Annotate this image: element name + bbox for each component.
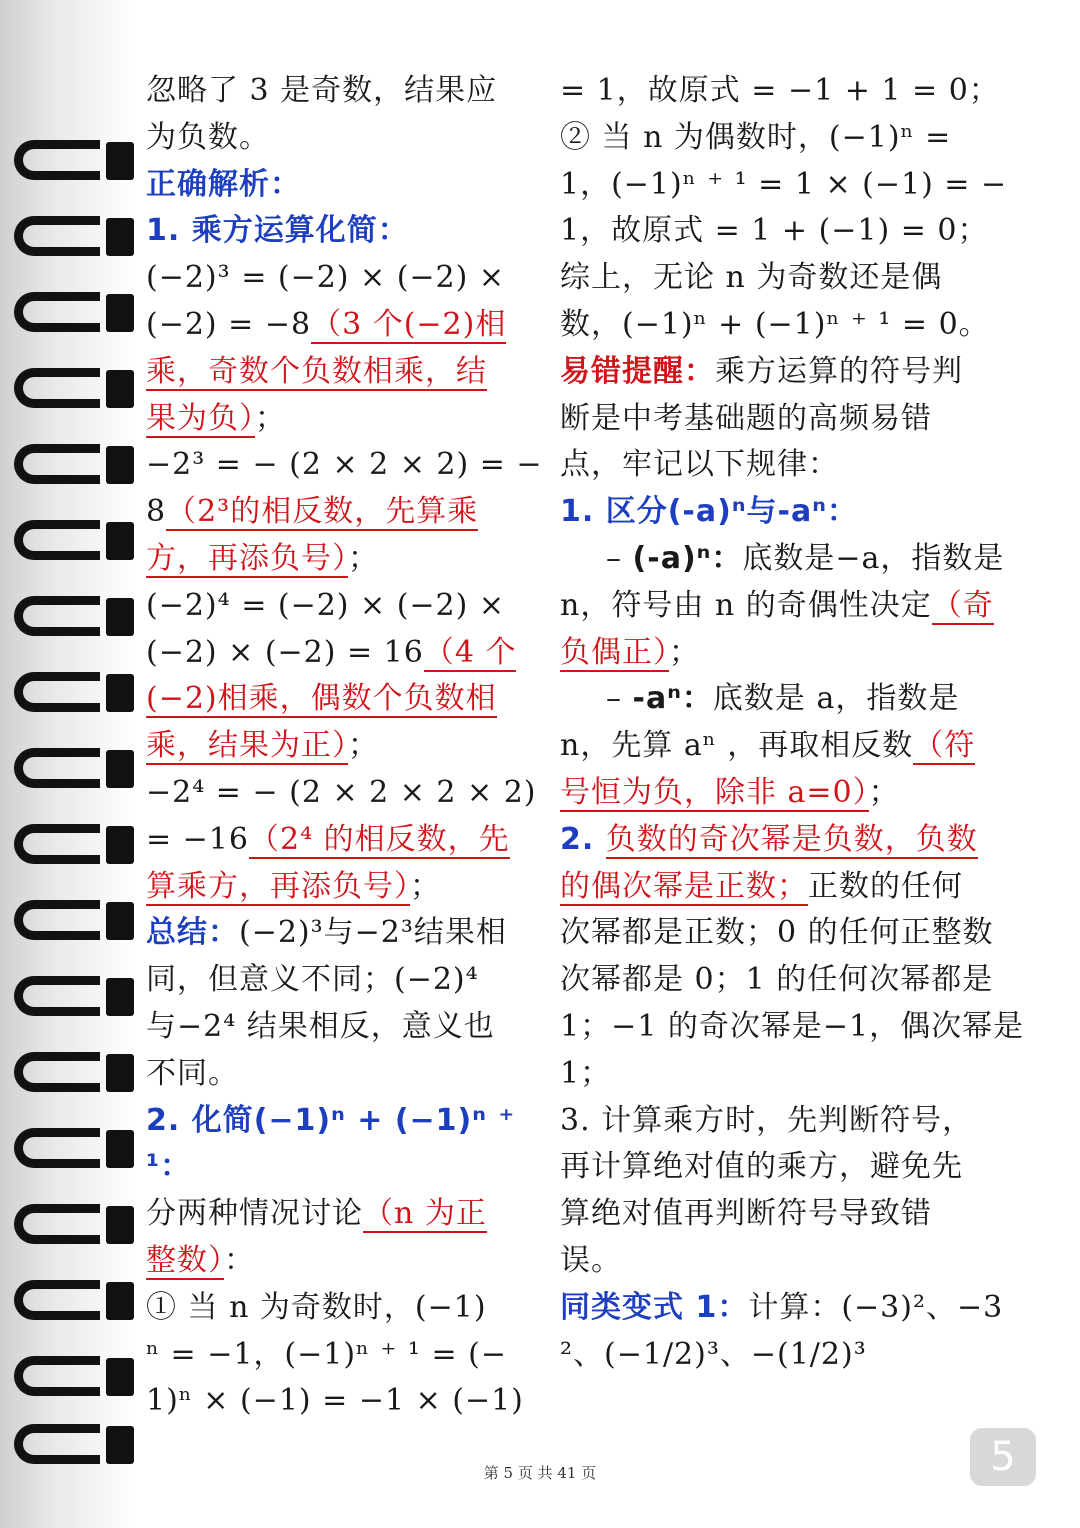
section-heading: 1. 乘方运算化简： [146, 213, 409, 249]
text-line: 号恒为负，除非 a=0）； [560, 774, 900, 810]
text-line: 再计算绝对值的乘方，避免先 [560, 1149, 963, 1185]
warning-label: 易错提醒： [560, 353, 715, 389]
binding-ring [14, 1124, 130, 1174]
binding-ring [14, 972, 130, 1022]
red-note: (−2)相乘，偶数个负数相 [146, 681, 497, 717]
rule-term: -aⁿ： [632, 681, 713, 717]
red-note: 算乘方，再添负号） [146, 868, 410, 904]
binding-ring [14, 136, 130, 186]
binding-ring [14, 288, 130, 338]
text-line: n，符号由 n 的奇偶性决定（奇 [560, 587, 994, 623]
text-line: 算乘方，再添负号）； [146, 868, 441, 904]
red-note: （2³的相反数，先算乘 [166, 494, 479, 530]
text-line: (−2) = −8（3 个(−2)相 [146, 306, 507, 342]
rule-line: – (-a)ⁿ：底数是−a，指数是 [606, 540, 1005, 576]
red-note: 的偶次幂是正数； [560, 868, 808, 904]
text-line: 忽略了 3 是奇数，结果应 [146, 73, 498, 108]
binding-ring [14, 1048, 130, 1098]
text-line: ⁿ = −1，(−1)ⁿ ⁺ ¹ = (− [146, 1336, 508, 1372]
red-note: （4 个 [423, 634, 517, 670]
binding-ring [14, 1352, 130, 1402]
left-column [146, 68, 543, 1425]
variant-label: 同类变式 1： [560, 1289, 749, 1325]
text-line [560, 817, 1015, 864]
text-line: 果为负）； [146, 400, 286, 436]
text-line: ① 当 n 为奇数时，(−1) [146, 1289, 487, 1325]
binding-ring [14, 592, 130, 642]
red-note: （奇 [931, 587, 994, 623]
text-line: (−2) × (−2) = 16（4 个 [146, 634, 517, 670]
red-note: 负数的奇次幂是负数，负数 [605, 821, 978, 857]
text-line: 分两种情况讨论（n 为正 [146, 1196, 487, 1232]
red-note: （n 为正 [363, 1196, 487, 1232]
red-note: 乘，奇数个负数相乘，结 [146, 353, 487, 389]
red-note: （3 个(−2)相 [311, 306, 507, 342]
text-line: 1； [560, 1055, 612, 1091]
text-line: 8（2³的相反数，先算乘 [146, 494, 479, 530]
warning-line: 易错提醒：乘方运算的符号判 [560, 353, 963, 389]
text-line: 不同。 [146, 1055, 239, 1091]
text-line: 同，但意义不同；(−2)⁴ [146, 962, 479, 998]
binding-ring [14, 1200, 130, 1250]
text-line: 次幂都是 0；1 的任何次幂都是 [560, 962, 994, 998]
binding-ring [14, 896, 130, 946]
section-heading: ¹： [146, 1149, 192, 1185]
red-note: 果为负） [146, 400, 255, 436]
section-heading: 1. 区分(-a)ⁿ与-aⁿ： [560, 494, 858, 530]
text-line: 断是中考基础题的高频易错 [560, 400, 932, 436]
text-line: 乘，结果为正）； [146, 728, 379, 764]
binding-ring [14, 668, 130, 718]
red-note: （符 [913, 728, 976, 764]
red-note: 号恒为负，除非 a=0） [560, 774, 869, 810]
binding-ring [14, 440, 130, 490]
text-line: 整数）： [146, 1242, 255, 1278]
text-line: 1)ⁿ × (−1) = −1 × (−1) [146, 1383, 524, 1419]
text-line: (−2)⁴ = (−2) × (−2) × [146, 587, 506, 623]
text-line: 综上，无论 n 为奇数还是偶 [560, 260, 943, 296]
text-line: 点，牢记以下规律： [560, 447, 839, 483]
binding-ring [14, 364, 130, 414]
text-line: −2³ = − (2 × 2 × 2) = − [146, 447, 543, 483]
binding-ring [14, 744, 130, 794]
text-line: = −16（2⁴ 的相反数，先 [146, 821, 510, 857]
text-line: ²、(−1/2)³、−(1/2)³ [560, 1336, 867, 1372]
spiral-binding [0, 0, 135, 1528]
text-line: 误。 [560, 1242, 622, 1278]
text-line: 1；−1 的奇次幂是−1，偶次幂是 [560, 1008, 1025, 1044]
text-line: 3. 计算乘方时，先判断符号， [560, 1102, 974, 1138]
variant-line: 同类变式 1：计算：(−3)²、−3 [560, 1289, 1004, 1325]
section-heading: 正确解析： [146, 166, 301, 202]
page-number-badge: 5 [970, 1428, 1036, 1486]
rule-term: (-a)ⁿ： [632, 540, 743, 576]
red-note: 负偶正） [560, 634, 669, 670]
text-line: 1，故原式 = 1 + (−1) = 0； [560, 213, 989, 249]
text-line: 方，再添负号）； [146, 540, 379, 576]
binding-ring [14, 516, 130, 566]
text-line: n，先算 aⁿ ，再取相反数（符 [560, 728, 976, 764]
text-line: −2⁴ = − (2 × 2 × 2 × 2) [146, 774, 537, 810]
list-number: 2. [560, 821, 606, 857]
summary-label: 总结： [146, 915, 239, 951]
text-line: 算绝对值再判断符号导致错 [560, 1196, 932, 1232]
text-line: 负偶正）； [560, 634, 700, 670]
binding-ring [14, 1276, 130, 1326]
section-heading: 2. 化简(−1)ⁿ + (−1)ⁿ ⁺ [146, 1102, 516, 1138]
text-line: (−2)³ = (−2) × (−2) × [146, 260, 506, 296]
right-column [560, 68, 1025, 1378]
page-footer: 第 5 页 共 41 页 [483, 1464, 597, 1482]
summary-line: 总结：(−2)³与−2³结果相 [146, 915, 507, 951]
text-line: 与−2⁴ 结果相反，意义也 [146, 1008, 495, 1044]
text-line: 数，(−1)ⁿ + (−1)ⁿ ⁺ ¹ = 0。 [560, 306, 990, 342]
red-note: （2⁴ 的相反数，先 [248, 821, 510, 857]
text-line [146, 676, 531, 723]
text-line: 次幂都是正数；0 的任何正整数 [560, 915, 994, 951]
text-line: = 1，故原式 = −1 + 1 = 0； [560, 73, 1000, 108]
text-line: 1，(−1)ⁿ ⁺ ¹ = 1 × (−1) = − [560, 166, 1008, 202]
rule-line: – -aⁿ：底数是 a，指数是 [606, 681, 960, 717]
red-note: 整数） [146, 1242, 224, 1278]
red-note: 方，再添负号） [146, 540, 348, 576]
binding-ring [14, 212, 130, 262]
text-line: 的偶次幂是正数；正数的任何 [560, 868, 963, 904]
binding-ring [14, 820, 130, 870]
red-note: 乘，结果为正） [146, 728, 348, 764]
text-line: ② 当 n 为偶数时，(−1)ⁿ = [560, 119, 952, 155]
text-line: 为负数。 [146, 119, 270, 155]
text-line [146, 349, 531, 396]
